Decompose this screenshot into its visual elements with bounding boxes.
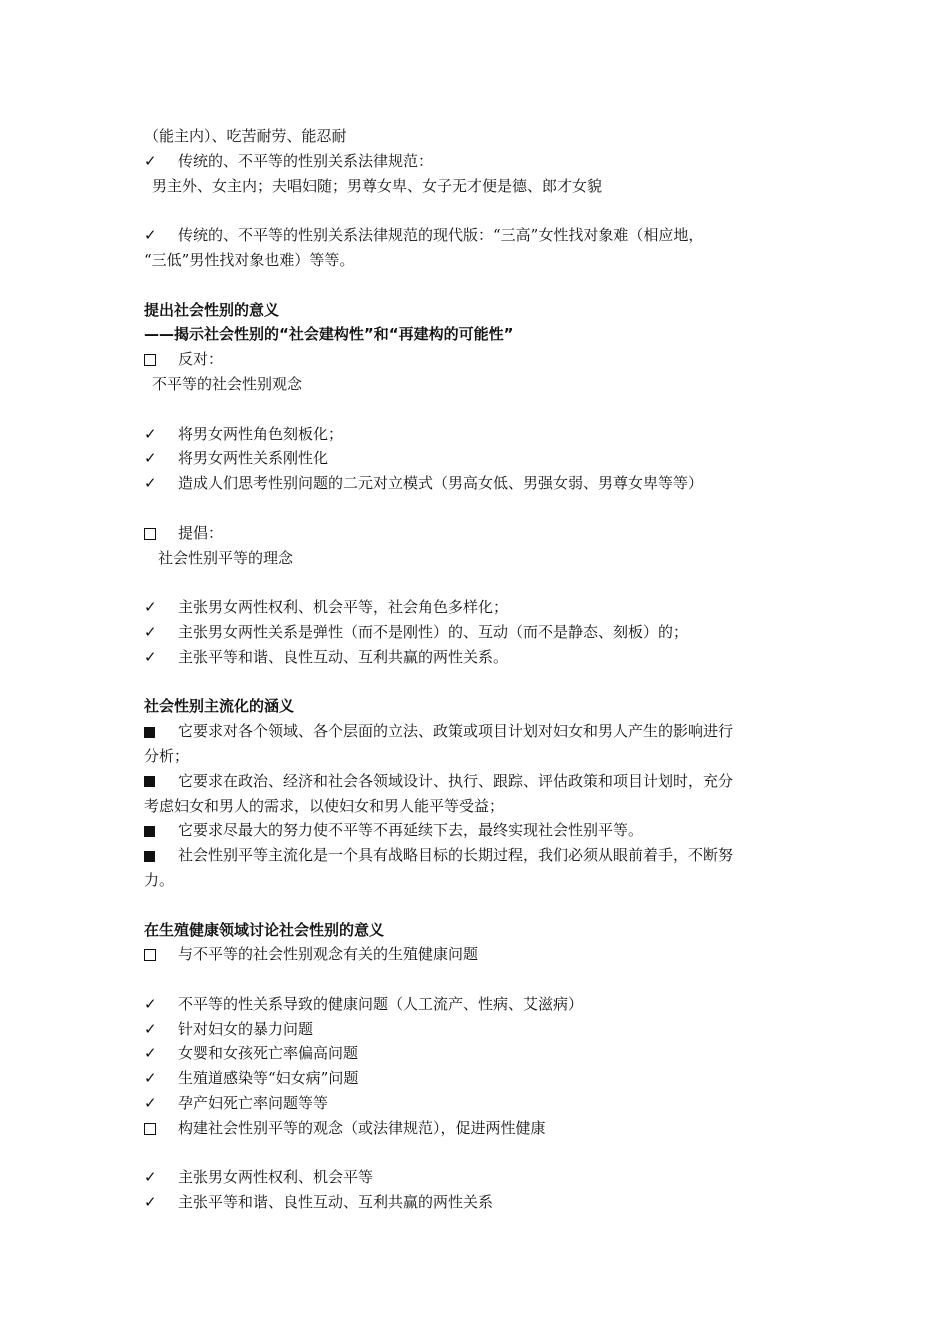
group-label: 提倡： [144, 521, 808, 546]
group-label: 构建社会性别平等的观念（或法律规范），促进两性健康 [144, 1116, 808, 1141]
filled-square-icon [144, 719, 178, 744]
empty-square-icon [144, 347, 178, 372]
check-icon: ✓ [144, 1193, 157, 1212]
empty-square-icon [144, 942, 178, 967]
list-item: 它要求对各个领域、各个层面的立法、政策或项目计划对妇女和男人产生的影响进行 [144, 719, 808, 744]
list-item: 它要求在政治、经济和社会各领域设计、执行、跟踪、评估政策和项目计划时，充分 [144, 769, 808, 794]
check-icon: ✓ [144, 226, 157, 245]
check-icon: ✓ [144, 1044, 157, 1063]
check-icon: ✓ [144, 647, 157, 666]
list-item: ✓ 将男女两性关系刚性化 [144, 446, 808, 471]
list-item: ✓ 传统的、不平等的性别关系法律规范： [144, 149, 808, 174]
group-label: 与不平等的社会性别观念有关的生殖健康问题 [144, 942, 808, 967]
filled-square-icon [144, 843, 178, 868]
intro-text: （能主内）、吃苦耐劳、能忍耐 [144, 127, 347, 145]
list-item: ✓ 主张男女两性关系是弹性（而不是刚性）的、互动（而不是静态、刻板）的； [144, 620, 808, 645]
intro-line [144, 124, 808, 149]
list-item: ✓ 造成人们思考性别问题的二元对立模式（男高女低、男强女弱、男尊女卑等等） [144, 471, 808, 496]
check-icon: ✓ [144, 449, 157, 468]
intro-detail: 男主外、女主内；夫唱妇随；男尊女卑、女子无才便是德、郎才女貌 [152, 176, 603, 195]
list-item: ✓ 主张平等和谐、良性互动、互利共赢的两性关系 [144, 1190, 808, 1215]
check-icon: ✓ [144, 622, 157, 641]
list-item: ✓ 主张平等和谐、良性互动、互利共赢的两性关系。 [144, 645, 808, 670]
check-icon: ✓ [144, 1019, 157, 1038]
list-item: ✓ 生殖道感染等“妇女病”问题 [144, 1066, 808, 1091]
list-item: 社会性别平等主流化是一个具有战略目标的长期过程，我们必须从眼前着手，不断努 [144, 843, 808, 868]
empty-square-icon [144, 521, 178, 546]
check-icon: ✓ [144, 1094, 157, 1113]
filled-square-icon [144, 818, 178, 843]
list-item: ✓ 女婴和女孩死亡率偏高问题 [144, 1041, 808, 1066]
group-detail: 社会性别平等的理念 [158, 548, 294, 567]
list-item: ✓ 主张男女两性权利、机会平等，社会角色多样化； [144, 595, 808, 620]
section-heading: 提出社会性别的意义 [144, 300, 280, 319]
group-detail: 不平等的社会性别观念 [152, 374, 303, 393]
filled-square-icon [144, 769, 178, 794]
check-icon: ✓ [144, 151, 157, 170]
check-icon: ✓ [144, 1168, 157, 1187]
check-icon: ✓ [144, 424, 157, 443]
list-item: ✓ 将男女两性角色刻板化； [144, 422, 808, 447]
list-item: ✓ 主张男女两性权利、机会平等 [144, 1165, 808, 1190]
section-subheading: ——揭示社会性别的“社会建构性”和“再建构的可能性” [144, 325, 514, 344]
list-item-continuation: 力。 [144, 870, 175, 889]
check-icon: ✓ [144, 474, 157, 493]
list-item: ✓ 不平等的性关系导致的健康问题（人工流产、性病、艾滋病） [144, 992, 808, 1017]
document-page [144, 124, 808, 1215]
section-heading: 在生殖健康领域讨论社会性别的意义 [144, 920, 385, 939]
check-icon: ✓ [144, 598, 157, 617]
list-item: ✓ 传统的、不平等的性别关系法律规范的现代版：“三高”女性找对象难（相应地， [144, 223, 808, 248]
section-heading: 社会性别主流化的涵义 [144, 697, 295, 716]
list-item-continuation: 分析； [144, 746, 190, 765]
check-icon: ✓ [144, 994, 157, 1013]
group-label: 反对： [144, 347, 808, 372]
list-item: ✓ 孕产妇死亡率问题等等 [144, 1091, 808, 1116]
empty-square-icon [144, 1116, 178, 1141]
list-item-continuation: “三低”男性找对象也难）等等。 [144, 250, 355, 269]
list-item: ✓ 针对妇女的暴力问题 [144, 1017, 808, 1042]
list-item-continuation: 考虑妇女和男人的需求，以使妇女和男人能平等受益； [144, 796, 505, 815]
list-item: 它要求尽最大的努力使不平等不再延续下去，最终实现社会性别平等。 [144, 818, 808, 843]
check-icon: ✓ [144, 1069, 157, 1088]
